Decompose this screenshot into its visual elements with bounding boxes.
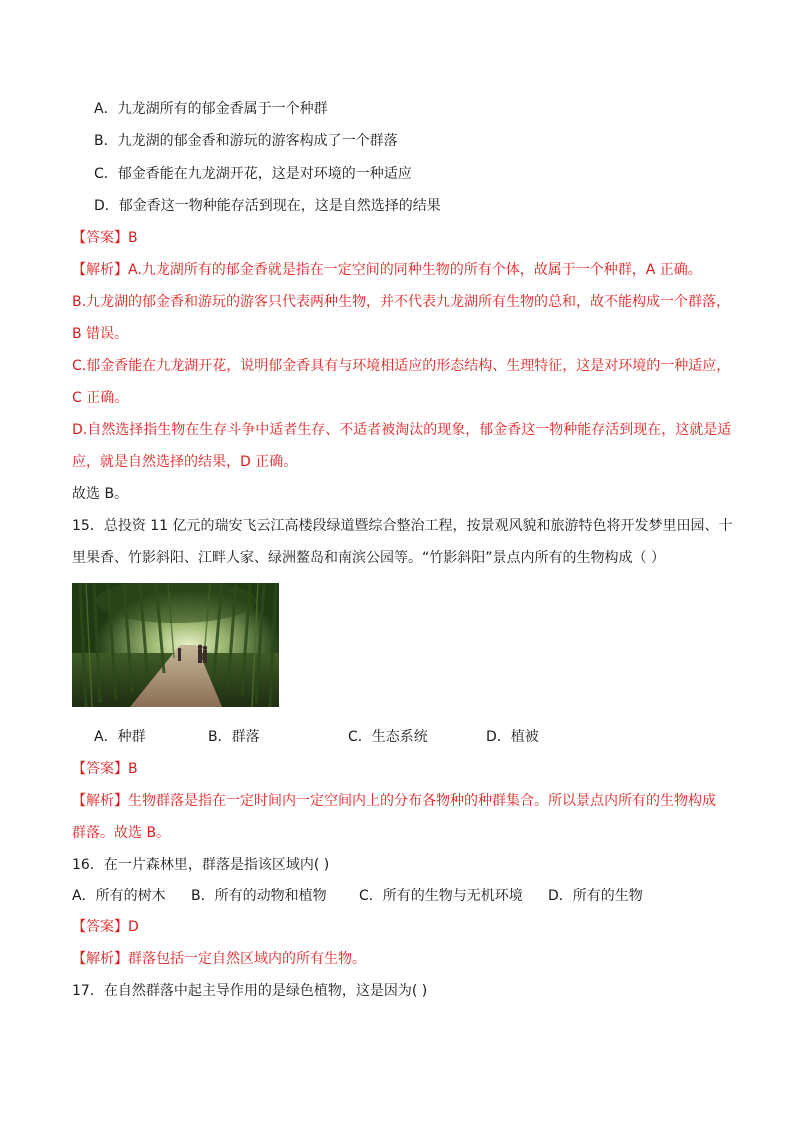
analysis-text: 生物群落是指在一定时间内一定空间内上的分布各物种的种群集合。所以景点内所有的生物构成 bbox=[128, 793, 716, 809]
answer-value: D bbox=[128, 919, 139, 935]
q14-analysis-line4: C.郁金香能在九龙湖开花，说明郁金香具有与环境相适应的形态结构、生理特征，这是对环境的一种适应， bbox=[72, 358, 731, 374]
q14-option-b: B．九龙湖的郁金香和游玩的游客构成了一个群落 bbox=[94, 133, 398, 149]
q16-answer bbox=[72, 917, 139, 937]
analysis-label: 【解析】 bbox=[72, 951, 128, 967]
q16-option-c: C．所有的生物与无机环境 bbox=[359, 888, 523, 904]
q15-question-line2: 里果香、竹影斜阳、江畔人家、绿洲鳌岛和南滨公园等。“竹影斜阳”景点内所有的生物构成（ ） bbox=[72, 550, 665, 566]
q16-analysis bbox=[72, 949, 366, 969]
analysis-text: 群落包括一定自然区域内的所有生物。 bbox=[128, 951, 366, 967]
analysis-text: A.九龙湖所有的郁金香就是指在一定空间的同种生物的所有个体，故属于一个种群，A 正确。 bbox=[128, 262, 702, 278]
q16-option-b: B．所有的动物和植物 bbox=[191, 888, 327, 904]
q16-option-a: A．所有的树木 bbox=[72, 888, 166, 904]
q15-option-b: B．群落 bbox=[208, 729, 260, 745]
q14-option-d: D．郁金香这一物种能存活到现在，这是自然选择的结果 bbox=[94, 198, 441, 214]
q14-analysis-line1 bbox=[72, 260, 702, 280]
q15-analysis-line1 bbox=[72, 791, 716, 811]
q14-option-a: A．九龙湖所有的郁金香属于一个种群 bbox=[94, 101, 328, 117]
q15-option-d: D．植被 bbox=[486, 729, 539, 745]
answer-label: 【答案】 bbox=[72, 230, 128, 246]
answer-value: B bbox=[128, 761, 138, 777]
q14-answer bbox=[72, 228, 138, 248]
q14-analysis-line5: C 正确。 bbox=[72, 390, 129, 406]
q14-analysis-line3: B 错误。 bbox=[72, 326, 129, 342]
q14-option-c: C．郁金香能在九龙湖开花，这是对环境的一种适应 bbox=[94, 166, 412, 182]
q15-option-c: C．生态系统 bbox=[348, 729, 428, 745]
q14-analysis-line2: B.九龙湖的郁金香和游玩的游客只代表两种生物，并不代表九龙湖所有生物的总和，故不能构成一个群落， bbox=[72, 294, 731, 310]
analysis-label: 【解析】 bbox=[72, 262, 128, 278]
q14-analysis-line7: 应，就是自然选择的结果，D 正确。 bbox=[72, 454, 298, 470]
q16-options bbox=[72, 886, 732, 906]
bamboo-path-photo bbox=[72, 583, 279, 707]
answer-value: B bbox=[128, 230, 138, 246]
q15-option-a: A．种群 bbox=[94, 729, 146, 745]
q14-conclusion: 故选 B。 bbox=[72, 486, 129, 502]
q16-question: 16．在一片森林里，群落是指该区域内( ) bbox=[72, 857, 330, 873]
q15-question-line1: 15．总投资 11 亿元的瑞安飞云江高楼段绿道暨综合整治工程，按景观风貌和旅游特色将开发梦里田园、十 bbox=[72, 518, 733, 534]
q15-analysis-line2: 群落。故选 B。 bbox=[72, 825, 171, 841]
q16-option-d: D．所有的生物 bbox=[548, 888, 643, 904]
q14-analysis-line6: D.自然选择指生物在生存斗争中适者生存、不适者被淘汰的现象，郁金香这一物种能存活到现在，这就是适 bbox=[72, 422, 732, 438]
q15-options bbox=[72, 727, 572, 747]
analysis-label: 【解析】 bbox=[72, 793, 128, 809]
answer-label: 【答案】 bbox=[72, 919, 128, 935]
q17-question: 17．在自然群落中起主导作用的是绿色植物，这是因为( ) bbox=[72, 983, 428, 999]
answer-label: 【答案】 bbox=[72, 761, 128, 777]
q15-answer bbox=[72, 759, 138, 779]
